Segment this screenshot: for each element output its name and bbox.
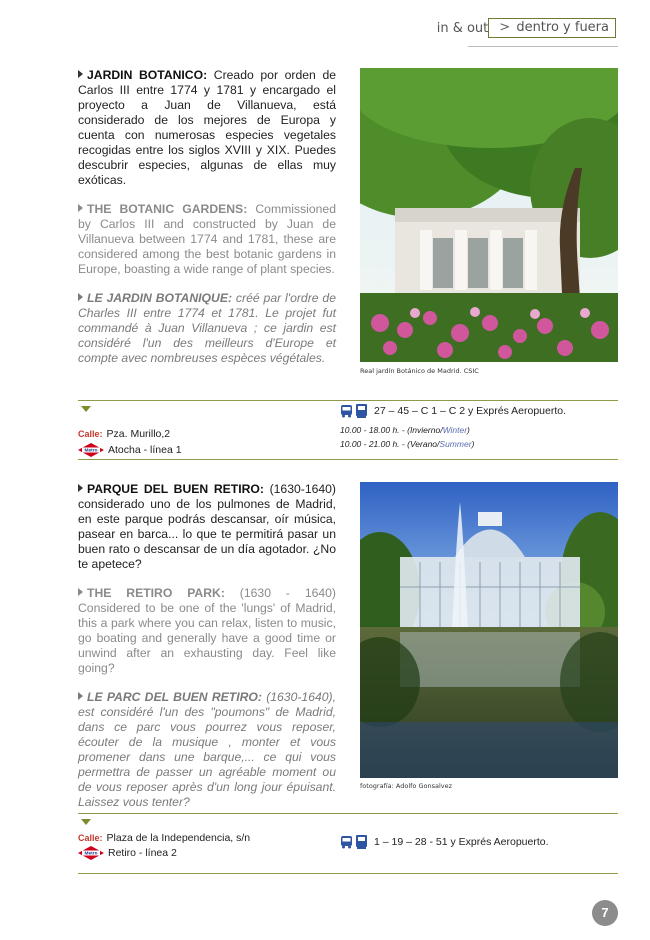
page-number: 7 — [592, 900, 618, 926]
retiro-english-paragraph — [78, 586, 336, 676]
retiro-street: Plaza de la Independencia, s/n — [106, 832, 251, 844]
hours-end: ) — [471, 439, 475, 449]
botanic-hours-winter — [340, 425, 470, 435]
botanic-transport — [340, 404, 566, 418]
train-icon — [355, 835, 368, 849]
header-separator: > — [499, 20, 511, 35]
triangle-marker-icon — [81, 819, 91, 825]
botanic-street: Pza. Murillo,2 — [106, 428, 171, 440]
hours-sep: / — [440, 425, 443, 435]
botanic-info-top-rule — [78, 400, 618, 401]
metro-logo-text: Metro — [84, 448, 98, 454]
header-section-right: dentro y fuera — [516, 20, 609, 35]
page-header — [437, 18, 616, 38]
triangle-marker-icon — [81, 406, 91, 412]
transport-icons — [340, 404, 370, 418]
hours-season-es: Verano — [409, 439, 438, 449]
bus-icon — [340, 404, 353, 418]
street-label: Calle: — [78, 429, 103, 439]
metro-logo-icon — [78, 846, 104, 860]
retiro-metro — [78, 846, 177, 860]
botanic-english-text: Commissioned by Carlos III and constructed by Juan de Villanueva between 1774 and 1781, these are considered among the best botanic gardens in Europe, boasting a wide range of plant species. — [78, 202, 336, 276]
botanic-spanish-title: JARDIN BOTANICO: — [87, 68, 208, 82]
hours-season-en: Winter — [442, 425, 468, 435]
botanic-transport-lines: 27 – 45 – C 1 – C 2 y Exprés Aeropuerto. — [374, 405, 567, 417]
retiro-french-title: LE PARC DEL BUEN RETIRO: — [87, 690, 262, 704]
botanic-info-bottom-rule — [78, 459, 618, 460]
bullet-arrow-icon — [78, 692, 83, 700]
retiro-address — [78, 832, 250, 844]
botanic-spanish-paragraph — [78, 68, 336, 188]
botanic-french-paragraph — [78, 291, 336, 366]
header-section-box — [488, 18, 616, 38]
retiro-metro-line: Retiro - línea 2 — [108, 847, 177, 859]
botanic-text-column — [78, 68, 336, 380]
retiro-transport-lines: 1 – 19 – 28 - 51 y Exprés Aeropuerto. — [374, 836, 549, 848]
retiro-english-title: THE RETIRO PARK: — [87, 586, 225, 600]
bullet-arrow-icon — [78, 70, 83, 78]
botanic-french-title: LE JARDIN BOTANIQUE: — [87, 291, 233, 305]
retiro-french-text: (1630-1640), est considéré l'un des "poumons" de Madrid, dans ce parc vous pourrez vous reposer, écouter de la musique , monter et vous promener dans une barque,... ce qui vous permettra de passer un agréable moment ou de vous reposer après d'un long jour épuisant. Laissez vous tenter? — [78, 690, 336, 809]
bullet-arrow-icon — [78, 204, 83, 212]
botanic-french-text: créé par l'ordre de Charles III entre 1774 et 1781. Le projet fut commandé à Juan Villanueva ; ce jardin est considéré l'un des meilleurs d'Europe et compte avec nombreuses espèces végétales. — [78, 291, 336, 365]
header-section-left: in & out — [436, 20, 489, 36]
hours-sep: / — [437, 439, 440, 449]
hours-time: 10.00 - 21.00 h. - ( — [340, 439, 410, 449]
hours-time: 10.00 - 18.00 h. - ( — [340, 425, 410, 435]
retiro-photo-caption: fotografía: Adolfo Gonsalvez — [360, 782, 453, 790]
retiro-english-text: (1630 - 1640) Considered to be one of the 'lungs' of Madrid, this a park where you can relax, listen to music, go boating and generally have a good time or unwind after an exhausting day. Feel like going? — [78, 586, 336, 675]
transport-icons — [340, 835, 370, 849]
street-label: Calle: — [78, 833, 103, 843]
retiro-spanish-paragraph — [78, 482, 336, 572]
retiro-info-bottom-rule — [78, 873, 618, 874]
header-rule — [468, 46, 618, 47]
metro-logo-text: Metro — [84, 851, 98, 857]
metro-logo-icon — [78, 443, 104, 457]
retiro-text-column — [78, 482, 336, 824]
botanic-english-title: THE BOTANIC GARDENS: — [87, 202, 248, 216]
bullet-arrow-icon — [78, 588, 83, 596]
hours-season-en: Summer — [439, 439, 472, 449]
botanic-address — [78, 428, 170, 440]
hours-season-es: Invierno — [409, 425, 441, 435]
botanic-photo-caption: Real jardín Botánico de Madrid. CSIC — [360, 367, 479, 375]
hours-end: ) — [467, 425, 470, 435]
bus-icon — [340, 835, 353, 849]
retiro-info-top-rule — [78, 813, 618, 814]
retiro-french-paragraph — [78, 690, 336, 810]
retiro-spanish-text: (1630-1640) considerado uno de los pulmones de Madrid, en este parque podrás descansar, oír música, pasear en barca... lo que te permitirá pasar un buen rato o descansar de un día agotador. ¿No te apetece? — [78, 482, 336, 571]
botanic-garden-photo — [360, 68, 618, 362]
bullet-arrow-icon — [78, 293, 83, 301]
bullet-arrow-icon — [78, 484, 83, 492]
botanic-spanish-text: Creado por orden de Carlos III entre 1774 y 1781 y encargado el proyecto a Juan de Villanueva, está considerado de los mejores de Europa y cuenta con numerosas especies vegetales recogidas entre los siglos XVIII y XIX. Puedes descubrir especies, algunas de ellas muy exóticas. — [78, 68, 337, 187]
retiro-crystal-palace-photo — [360, 482, 618, 778]
botanic-english-paragraph — [78, 202, 336, 277]
botanic-hours-summer — [340, 439, 474, 449]
botanic-metro — [78, 443, 182, 457]
botanic-metro-line: Atocha - línea 1 — [108, 444, 182, 456]
retiro-transport — [340, 835, 549, 849]
train-icon — [355, 404, 368, 418]
retiro-spanish-title: PARQUE DEL BUEN RETIRO: — [87, 482, 264, 496]
